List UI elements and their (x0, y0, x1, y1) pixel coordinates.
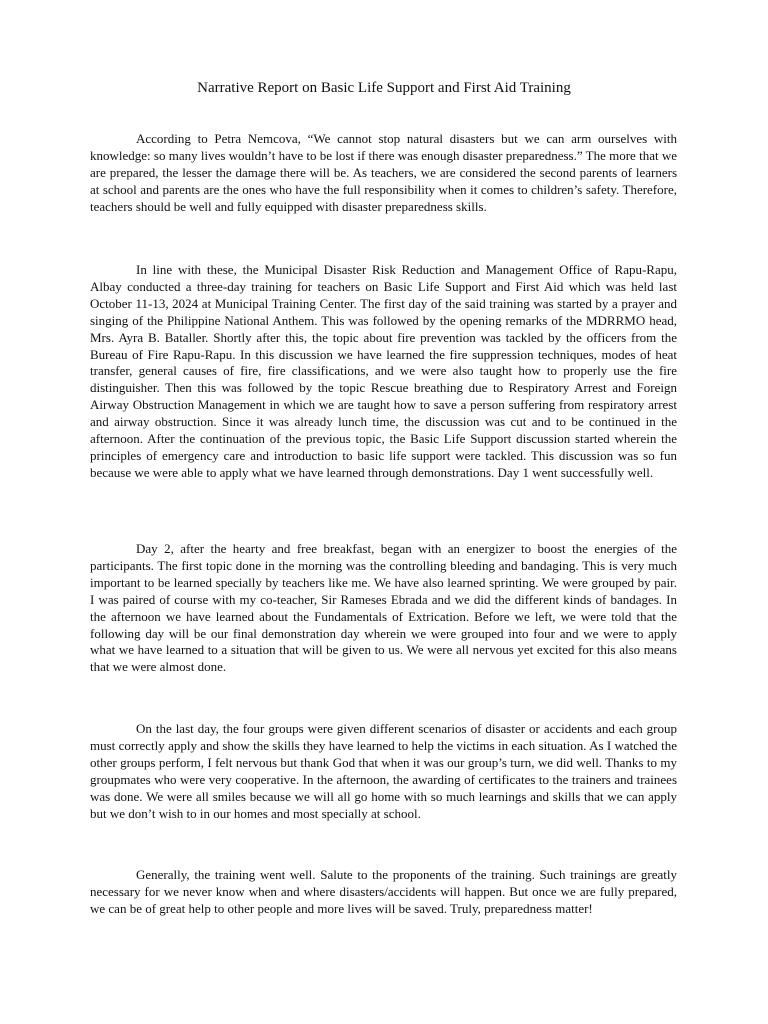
paragraph-day-one: In line with these, the Municipal Disaster Risk Reduction and Management Office of Rapu-Rapu, Albay conducted a three-day training for teachers on Basic Life Support and First Aid which was held last October 11-13, 2024 at Municipal Training Center. The first day of the said training was started by a prayer and singing of the Philippine National Anthem. This was followed by the opening remarks of the MDRRMO head, Mrs. Ayra B. Bataller. Shortly after this, the topic about fire prevention was tackled by the officers from the Bureau of Fire Rapu-Rapu. In this discussion we have learned the fire suppression techniques, modes of heat transfer, general causes of fire, fire classifications, and we were also taught how to properly use the fire distinguisher. Then this was followed by the topic Rescue breathing due to Respiratory Arrest and Foreign Airway Obstruction Management in which we are taught how to save a person suffering from respiratory arrest and airway obstruction. Since it was already lunch time, the discussion was cut and to be continued in the afternoon. After the continuation of the previous topic, the Basic Life Support discussion started wherein the principles of emergency care and introduction to basic life support were tackled. This discussion was so fun because we were able to apply what we have learned through demonstrations. Day 1 went successfully well. (90, 262, 677, 480)
paragraph-last-day: On the last day, the four groups were given different scenarios of disaster or accidents and each group must correctly apply and show the skills they have learned to help the victims in each situation. As I watched the other groups perform, I felt nervous but thank God that when it was our group’s turn, we did well. Thanks to my groupmates who were very cooperative. In the afternoon, the awarding of certificates to the trainers and trainees was done. We were all smiles because we will all go home with so much learnings and skills that we can apply but we don’t wish to in our homes and most specially at school. (90, 721, 677, 821)
paragraph-day-two: Day 2, after the hearty and free breakfast, began with an energizer to boost the energies of the participants. The first topic done in the morning was the controlling bleeding and bandaging. This is very much important to be learned specially by teachers like me. We have also learned sprinting. We were grouped by pair. I was paired of course with my co-teacher, Sir Rameses Ebrada and we did the different kinds of bandages. In the afternoon we have learned about the Fundamentals of Extrication. Before we left, we were told that the following day will be our final demonstration day wherein we were grouped into four and we were to apply what we have learned to a situation that will be given to us. We were all nervous yet excited for this also means that we were almost done. (90, 541, 677, 675)
paragraph-introduction: According to Petra Nemcova, “We cannot stop natural disasters but we can arm ourselves with knowledge: so many lives wouldn’t have to be lost if there was enough disaster preparedness.” The more that we are prepared, the lesser the damage there will be. As teachers, we are considered the second parents of learners at school and parents are the ones who have the full responsibility when it comes to children’s safety. Therefore, teachers should be well and fully equipped with disaster preparedness skills. (90, 131, 677, 214)
document-title: Narrative Report on Basic Life Support and First Aid Training (197, 80, 571, 96)
paragraph-conclusion: Generally, the training went well. Salute to the proponents of the training. Such trainings are greatly necessary for we never know when and where disasters/accidents will happen. But once we are fully prepared, we can be of great help to other people and more lives will be saved. Truly, preparedness matter! (90, 867, 677, 916)
